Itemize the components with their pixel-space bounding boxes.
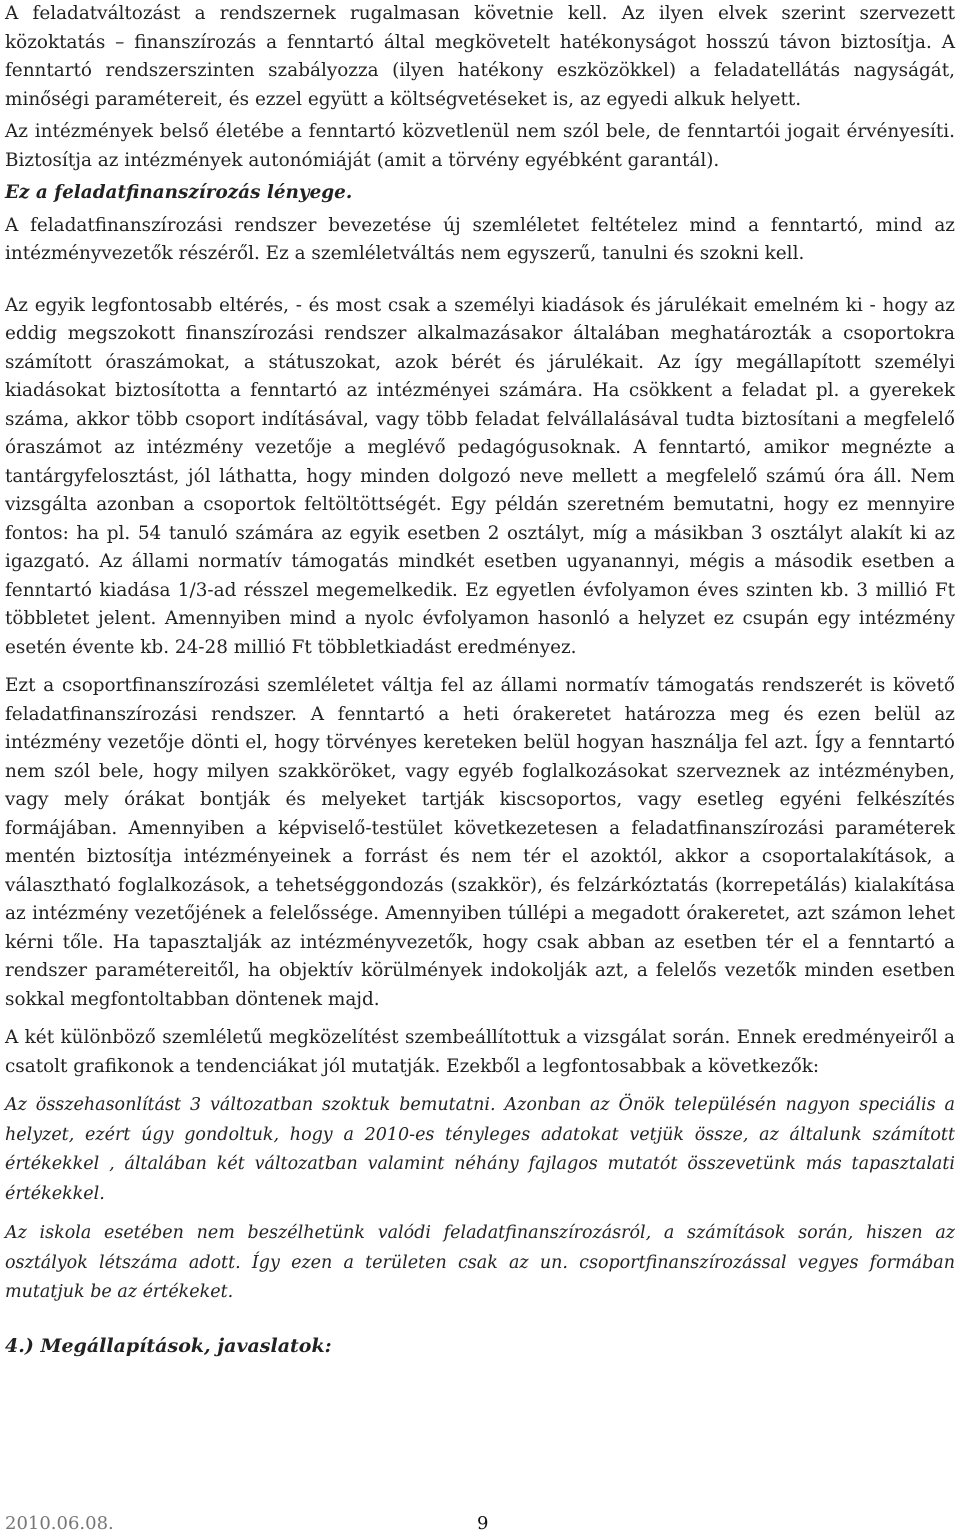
italic-note-comparison: Az összehasonlítást 3 változatban szoktuk bemutatni. Azonban az Önök településén nagyon speciális a helyzet, ezért úgy gondoltuk, hogy a 2010-es tényleges adatokat vetjük össze, az általunk számított értékekkel , általában két változatban valamint néhány fajlagos mutatót összevetünk más tapasztalati értékekkel. [5, 1095, 955, 1204]
section-heading: 4.) Megállapítások, javaslatok: [5, 1334, 332, 1357]
page-number: 9 [477, 1513, 489, 1534]
paragraph-new-approach: A feladatfinanszírozási rendszer bevezetése új szemléletet feltételez mind a fenntartó, mind az intézményvezetők részéről. Ez a szemléletváltás nem egyszerű, tanulni és szokni kell. [5, 214, 955, 264]
page-footer [5, 1513, 955, 1537]
paragraph-task-change: A feladatváltozást a rendszernek rugalmasan követnie kell. Az ilyen elvek szerint szervezett közoktatás – finanszírozás a fenntartó által megkövetelt hatékonyságot hosszú távon biztosítja. A fenntartó rendszerszinten szabályozza (ilyen hatékony eszközökkel) a feladatellátás nagyságát, minőségi paramétereit, és ezzel együtt a költségvetéseket is, az egyedi alkuk helyett. [5, 3, 955, 110]
italic-note-school: Az iskola esetében nem beszélhetünk valódi feladatfinanszírozásról, a számítások során, hiszen az osztályok létszáma adott. Így ezen a területen csak az un. csoportfinanszírozással vegyes formában mutatjuk be az értékeket. [5, 1223, 955, 1302]
footer-date: 2010.06.08. [5, 1513, 114, 1534]
paragraph-institutions-autonomy: Az intézmények belső életébe a fenntartó közvetlenül nem szól bele, de fenntartói jogait érvényesíti. Biztosítja az intézmények autonómiáját (amit a törvény egyébként garantál). [5, 121, 955, 171]
document-page [5, 0, 955, 1360]
paragraph-essence-bold: Ez a feladatfinanszírozás lényege. [5, 182, 353, 203]
paragraph-comparison: A két különböző szemléletű megközelítést szembeállítottuk a vizsgálat során. Ennek eredményeiről a csatolt grafikonok a tendenciákat jól mutatják. Ezekből a legfontosabbak a következők: [5, 1027, 955, 1077]
paragraph-personnel-costs: Az egyik legfontosabb eltérés, - és most csak a személyi kiadások és járulékait emelném ki - hogy az eddig megszokott finanszírozási rendszer alkalmazásakor általában meghatározták a csoportokra számított óraszámokat, a státuszokat, azok bérét és járulékait. Az így megállapított személyi kiadásokat biztosította a fenntartó az intézményei számára. Ha csökkent a feladat pl. a gyerekek száma, akkor több csoport indításával, vagy több feladat felvállalásával tudta biztosítani a megfelelő óraszámot az intézmény vezetője a meglévő pedagógusoknak. A fenntartó, amikor megnézte a tantárgyfelosztást, jól láthatta, hogy minden dolgozó neve mellett a megfelelő számú óra áll. Nem vizsgálta azonban a csoportok feltöltöttségét. Egy példán szeretném bemutatni, hogy ez mennyire fontos: ha pl. 54 tanuló számára az egyik esetben 2 osztályt, míg a másikban 3 osztályt alakít ki az igazgató. Az állami normatív támogatás mindkét esetben ugyanannyi, mégis a második esetben a fenntartó kiadása 1/3-ad résszel megemelkedik. Ez egyetlen évfolyamon éves szinten kb. 3 millió Ft többletet jelent. Amennyiben mind a nyolc évfolyamon hasonló a helyzet ez csupán egy intézmény esetén évente kb. 24-28 millió Ft többletkiadást eredményez. [5, 294, 955, 658]
paragraph-group-financing: Ezt a csoportfinanszírozási szemléletet váltja fel az állami normatív támogatás rendszerét is követő feladatfinanszírozási rendszer. A fenntartó a heti órakeretet határozza meg és ezen belül az intézmény vezetője dönti el, hogy törvényes kereteken belül hogyan használja fel azt. Így a fenntartó nem szól bele, hogy milyen szakköröket, vagy egyéb foglalkozásokat szerveznek az intézményben, vagy mely órákat bontják és melyeket tartják kiscsoportos, vagy esetleg egyéni felkészítés formájában. Amennyiben a képviselő-testület következetesen a feladatfinanszírozási paraméterek mentén biztosítja intézményeinek a forrást és nem tér el azoktól, akkor a csoportalakítások, a választható foglalkozások, a tehetséggondozás (szakkör), és felzárkóztatás (korrepetálás) kialakítása az intézmény vezetőjének a felelőssége. Amennyiben túllépi a megadott órakeretet, azt számon lehet kérni tőle. Ha tapasztalják az intézményvezetők, hogy csak abban az esetben tér el a fenntartó a rendszer paramétereitől, ha objektív körülmények indokolják azt, a felelős vezetők minden esetben sokkal megfontoltabban döntenek majd. [5, 675, 955, 1010]
